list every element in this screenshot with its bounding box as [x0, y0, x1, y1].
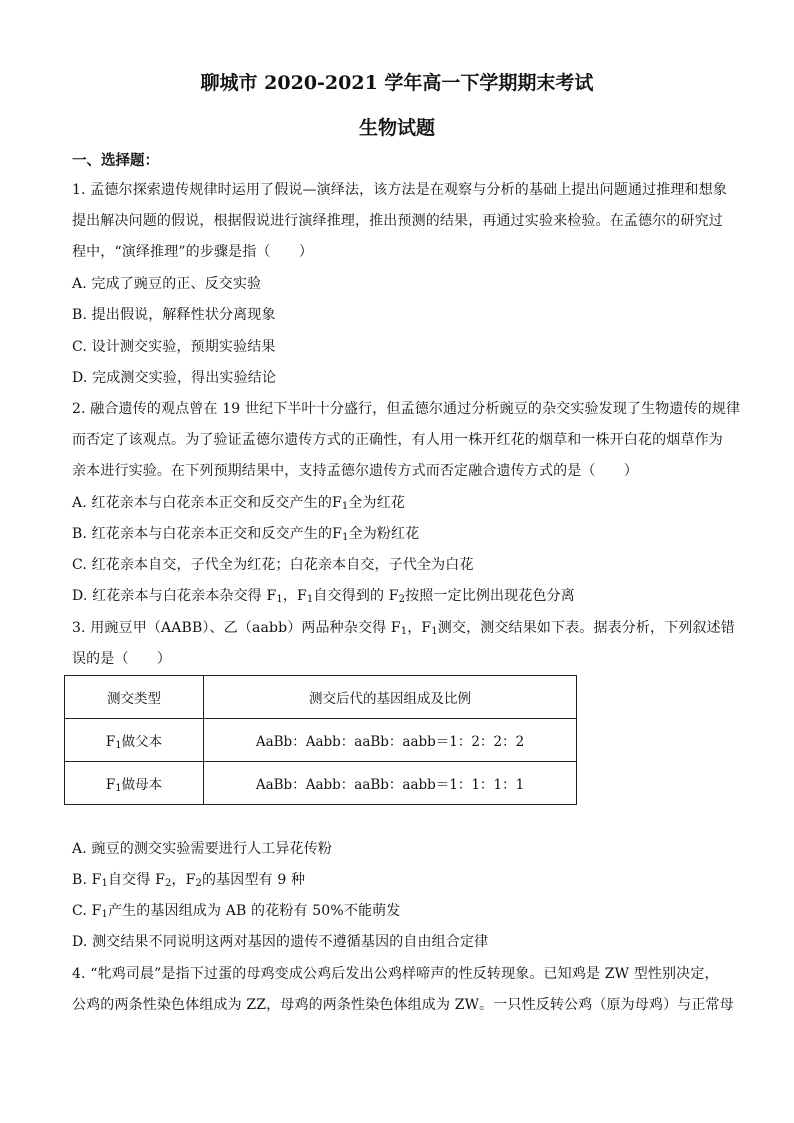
table-header-row — [65, 676, 577, 719]
q2-stem-line1: 2. 融合遗传的观点曾在 19 世纪下半叶十分盛行，但孟德尔通过分析豌豆的杂交实验发现了生物遗传的规律 — [72, 401, 741, 417]
q3-option-d: D. 测交结果不同说明这两对基因的遗传不遵循基因的自由组合定律 — [72, 934, 489, 950]
q2-option-c: C. 红花亲本自交，子代全为红花；白花亲本自交，子代全为白花 — [72, 557, 474, 573]
table-cell-ratio: AaBb：Aabb：aaBb：aabb＝1：1：1：1 — [204, 762, 577, 805]
q2-option-d: D. 红花亲本与白花亲本杂交得 $F_1$，$F_1$自交得到的 $F_2$按照一定比例出现花色分离 — [72, 588, 575, 605]
q2-option-a: A. 红花亲本与白花亲本正交和反交产生的$F_1$全为红花 — [72, 495, 405, 512]
q2-stem-line3: 亲本进行实验。在下列预期结果中，支持孟德尔遗传方式而否定融合遗传方式的是（ ） — [72, 463, 638, 479]
q1-option-a: A. 完成了豌豆的正、反交实验 — [72, 276, 262, 292]
q2-stem-line2: 而否定了该观点。为了验证孟德尔遗传方式的正确性，有人用一株开红花的烟草和一株开白花的烟草作为 — [72, 432, 723, 448]
section-heading: 一、选择题： — [72, 152, 159, 169]
table-cell-type: $F_1$做母本 — [65, 762, 204, 805]
table-cell-ratio: AaBb：Aabb：aaBb：aabb＝1：2：2：2 — [204, 719, 577, 762]
q4-stem-line1: 4. “牝鸡司晨”是指下过蛋的母鸡变成公鸡后发出公鸡样啼声的性反转现象。已知鸡是 ZW 型性别决定， — [72, 966, 719, 982]
q1-option-d: D. 完成测交实验，得出实验结论 — [72, 370, 277, 386]
q1-option-c: C. 设计测交实验，预期实验结果 — [72, 339, 276, 355]
q1-stem-line3: 程中，“演绎推理”的步骤是指（ ） — [72, 244, 314, 260]
table-row — [65, 762, 577, 805]
q3-option-c: C. $F_1$产生的基因组成为 AB 的花粉有 50%不能萌发 — [72, 903, 401, 920]
table-cell-type: $F_1$做父本 — [65, 719, 204, 762]
q3-stem-line2: 误的是（ ） — [72, 651, 172, 667]
exam-subtitle: 生物试题 — [358, 117, 435, 139]
q3-option-a: A. 豌豆的测交实验需要进行人工异花传粉 — [72, 841, 333, 857]
exam-title: 聊城市 2020-2021 学年高一下学期期末考试 — [200, 72, 594, 94]
q3-stem-line1: 3. 用豌豆甲（AABB）、乙（aabb）两品种杂交得 $F_1$，$F_1$测交，测交结果如下表。据表分析，下列叙述错 — [72, 620, 735, 637]
q1-stem-line2: 提出解决问题的假说，根据假说进行演绎推理，推出预测的结果，再通过实验来检验。在孟德尔的研究过 — [72, 213, 723, 229]
table-row — [65, 719, 577, 762]
q2-option-b: B. 红花亲本与白花亲本正交和反交产生的$F_1$全为粉红花 — [72, 526, 420, 543]
table-header-cell: 测交类型 — [65, 676, 204, 719]
q3-option-b: B. $F_1$自交得 $F_2$，$F_2$的基因型有 9 种 — [72, 872, 306, 889]
q1-stem-line1: 1. 孟德尔探索遗传规律时运用了假说—演绎法，该方法是在观察与分析的基础上提出问题通过推理和想象 — [72, 182, 728, 198]
q4-stem-line2: 公鸡的两条性染色体组成为 ZZ，母鸡的两条性染色体组成为 ZW。一只性反转公鸡（原为母鸡）与正常母 — [72, 997, 734, 1013]
q1-option-b: B. 提出假说，解释性状分离现象 — [72, 307, 276, 323]
testcross-table — [64, 675, 577, 805]
table-header-cell: 测交后代的基因组成及比例 — [204, 676, 577, 719]
